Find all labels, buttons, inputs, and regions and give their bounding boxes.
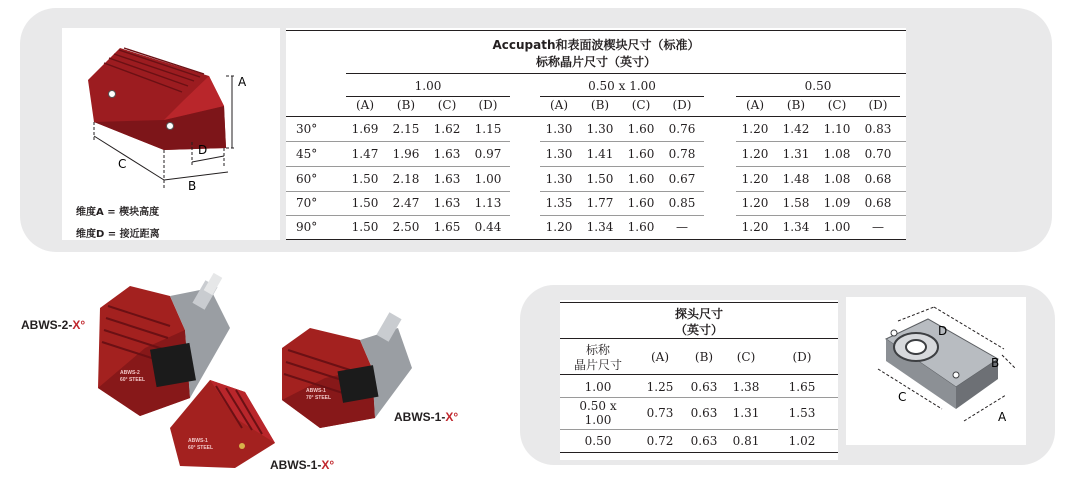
table-cell: 1.00 xyxy=(474,172,502,186)
note-dimension-a: 维度A = 楔块高度 xyxy=(76,207,160,218)
table-cell: 1.08 xyxy=(823,172,851,186)
table-cell: 1.53 xyxy=(788,406,816,420)
engraving-70-steel: 70° STEEL xyxy=(306,395,332,401)
group-rule-2 xyxy=(540,96,704,97)
row-rule xyxy=(286,215,510,216)
table-cell: 1.77 xyxy=(586,196,614,210)
table-cell: 0.68 xyxy=(864,172,892,186)
label-abws-1-bottom: ABWS-1-X° xyxy=(270,458,335,472)
probe-size: 0.50 xyxy=(584,434,612,448)
table-cell: 1.20 xyxy=(741,196,769,210)
probe-diagram xyxy=(846,297,1026,445)
table-cell: 1.60 xyxy=(627,172,655,186)
row-rule xyxy=(286,141,510,142)
col-b: (B) xyxy=(786,98,806,112)
table-cell: — xyxy=(676,220,688,234)
row-rule xyxy=(540,166,704,167)
table-cell: 2.47 xyxy=(392,196,420,210)
header-rule xyxy=(286,116,906,117)
table-cell: 1.30 xyxy=(545,147,573,161)
label-abws-2: ABWS-2-X° xyxy=(21,318,86,332)
wedge-screw xyxy=(239,443,245,449)
row-rule xyxy=(540,141,704,142)
table-cell: 1.35 xyxy=(545,196,573,210)
wedge-hole-1 xyxy=(109,91,116,98)
group-0-50: 0.50 xyxy=(804,79,832,93)
probe-header-label: 标称 xyxy=(585,343,610,357)
label-abws-1-right: ABWS-1-X° xyxy=(394,410,459,424)
wedge-diagram xyxy=(64,30,278,200)
row-rule xyxy=(540,191,704,192)
table-cell: 0.63 xyxy=(690,380,718,394)
table-cell: 0.83 xyxy=(864,122,892,136)
row-rule xyxy=(286,191,510,192)
dim-d-label: D xyxy=(198,143,208,157)
table-cell: 1.30 xyxy=(586,122,614,136)
col-a: (A) xyxy=(745,98,765,112)
table-cell: 1.50 xyxy=(586,172,614,186)
table-top-rule xyxy=(286,30,906,31)
probe-table-title: 探头尺寸 xyxy=(674,307,723,321)
col-d: (D) xyxy=(672,98,692,112)
table-cell: 1.34 xyxy=(782,220,810,234)
table-cell: 1.63 xyxy=(433,196,461,210)
probe-col-d: (D) xyxy=(792,350,812,364)
table-cell: 0.67 xyxy=(668,172,696,186)
engraving-abws-1-bottom: ABWS-1 xyxy=(188,438,208,444)
table-cell: 1.20 xyxy=(741,220,769,234)
table-cell: 1.38 xyxy=(732,380,760,394)
table-bottom-rule xyxy=(286,239,906,240)
table-cell: — xyxy=(872,220,884,234)
row-rule xyxy=(736,191,906,192)
probe-dim-d: D xyxy=(938,324,948,338)
engraving-abws-1: ABWS-1 xyxy=(306,388,326,394)
wedge-abws-1-right xyxy=(282,312,412,428)
probe-top-rule xyxy=(560,302,838,303)
probe-dim-a: A xyxy=(998,410,1007,424)
row-label-45: 45° xyxy=(296,147,318,161)
col-c: (C) xyxy=(437,98,457,112)
probe-size: 1.00 xyxy=(584,380,612,394)
table-cell: 1.20 xyxy=(741,122,769,136)
table-cell: 1.47 xyxy=(351,147,379,161)
probe-header-rule xyxy=(560,374,838,375)
table-cell: 0.72 xyxy=(646,434,674,448)
wedge-product-photo xyxy=(20,268,480,482)
table-cell: 1.60 xyxy=(627,196,655,210)
table-cell: 1.69 xyxy=(351,122,379,136)
table-cell: 0.63 xyxy=(690,434,718,448)
col-b: (B) xyxy=(590,98,610,112)
row-rule xyxy=(560,429,838,430)
wedge-hole-2 xyxy=(167,123,174,130)
table-cell: 1.10 xyxy=(823,122,851,136)
table-cell: 1.31 xyxy=(732,406,760,420)
engraving-abws-2: ABWS-2 xyxy=(120,370,140,376)
row-rule xyxy=(736,166,906,167)
col-c: (C) xyxy=(631,98,651,112)
probe-connector-inner xyxy=(906,340,926,354)
row-rule xyxy=(736,141,906,142)
table-cell: 1.65 xyxy=(788,380,816,394)
probe-table-unit: （英寸） xyxy=(674,323,723,337)
table-cell: 0.85 xyxy=(668,196,696,210)
probe-dim-c: C xyxy=(898,390,907,404)
table-cell: 1.48 xyxy=(782,172,810,186)
table-cell: 1.41 xyxy=(586,147,614,161)
group-rule-1 xyxy=(346,96,510,97)
col-d: (D) xyxy=(868,98,888,112)
table-cell: 1.62 xyxy=(433,122,461,136)
probe-size: 1.00 xyxy=(584,413,612,427)
row-rule xyxy=(736,215,906,216)
group-1-00: 1.00 xyxy=(414,79,442,93)
table-cell: 1.34 xyxy=(586,220,614,234)
wedge-table-title: Accupath和表面波楔块尺寸（标准） xyxy=(492,38,700,52)
probe-title-rule xyxy=(560,338,838,339)
wedge-table-subtitle: 标称晶片尺寸（英寸） xyxy=(535,55,656,69)
table-cell: 1.15 xyxy=(474,122,502,136)
probe-col-c: (C) xyxy=(736,350,756,364)
table-cell: 1.31 xyxy=(782,147,810,161)
probe-col-a: (A) xyxy=(650,350,670,364)
table-cell: 1.09 xyxy=(823,196,851,210)
col-c: (C) xyxy=(827,98,847,112)
row-label-70: 70° xyxy=(296,196,318,210)
probe-bottom-rule xyxy=(560,452,838,453)
table-cell: 1.50 xyxy=(351,172,379,186)
table-cell: 1.00 xyxy=(823,220,851,234)
table-cell: 1.58 xyxy=(782,196,810,210)
row-rule xyxy=(560,397,838,398)
col-d: (D) xyxy=(478,98,498,112)
table-cell: 0.81 xyxy=(732,434,760,448)
table-cell: 1.63 xyxy=(433,172,461,186)
table-cell: 1.63 xyxy=(433,147,461,161)
probe-header-label: 晶片尺寸 xyxy=(573,358,622,372)
table-cell: 1.42 xyxy=(782,122,810,136)
group-rule-3 xyxy=(736,96,900,97)
group-050x100: 0.50 x 1.00 xyxy=(588,79,656,93)
table-cell: 0.70 xyxy=(864,147,892,161)
table-cell: 1.20 xyxy=(741,147,769,161)
row-rule xyxy=(286,166,510,167)
table-cell: 2.18 xyxy=(392,172,420,186)
probe-size: 0.50 x xyxy=(579,399,617,413)
subtitle-rule xyxy=(346,73,906,74)
table-cell: 0.76 xyxy=(668,122,696,136)
table-cell: 1.02 xyxy=(788,434,816,448)
engraving-60-steel-bottom: 60° STEEL xyxy=(188,445,214,451)
col-a: (A) xyxy=(355,98,375,112)
table-cell: 1.30 xyxy=(545,172,573,186)
table-cell: 1.60 xyxy=(627,147,655,161)
probe-screw-1 xyxy=(891,330,897,336)
table-cell: 1.60 xyxy=(627,122,655,136)
row-label-90: 90° xyxy=(296,220,318,234)
dim-a-label: A xyxy=(238,75,247,89)
col-a: (A) xyxy=(549,98,569,112)
probe-col-b: (B) xyxy=(694,350,714,364)
table-cell: 0.78 xyxy=(668,147,696,161)
table-cell: 2.50 xyxy=(392,220,420,234)
table-cell: 0.44 xyxy=(474,220,502,234)
engraving-60-steel: 60° STEEL xyxy=(120,377,146,383)
table-cell: 0.73 xyxy=(646,406,674,420)
table-cell: 1.50 xyxy=(351,196,379,210)
col-b: (B) xyxy=(396,98,416,112)
table-cell: 2.15 xyxy=(392,122,420,136)
table-cell: 0.63 xyxy=(690,406,718,420)
table-cell: 0.68 xyxy=(864,196,892,210)
dim-b-label: B xyxy=(188,179,197,193)
note-dimension-d: 维度D = 接近距离 xyxy=(76,229,160,240)
table-cell: 1.50 xyxy=(351,220,379,234)
table-cell: 0.97 xyxy=(474,147,502,161)
table-cell: 1.60 xyxy=(627,220,655,234)
table-cell: 1.13 xyxy=(474,196,502,210)
dim-a xyxy=(226,76,236,148)
dim-c-label: C xyxy=(118,157,127,171)
row-label-60: 60° xyxy=(296,172,318,186)
table-cell: 1.30 xyxy=(545,122,573,136)
row-label-30: 30° xyxy=(296,122,318,136)
probe-screw-2 xyxy=(953,372,959,378)
table-cell: 1.20 xyxy=(741,172,769,186)
table-cell: 1.08 xyxy=(823,147,851,161)
table-cell: 1.25 xyxy=(646,380,674,394)
probe-dim-b: B xyxy=(991,356,1000,370)
row-rule xyxy=(540,215,704,216)
table-cell: 1.20 xyxy=(545,220,573,234)
table-cell: 1.65 xyxy=(433,220,461,234)
table-cell: 1.96 xyxy=(392,147,420,161)
